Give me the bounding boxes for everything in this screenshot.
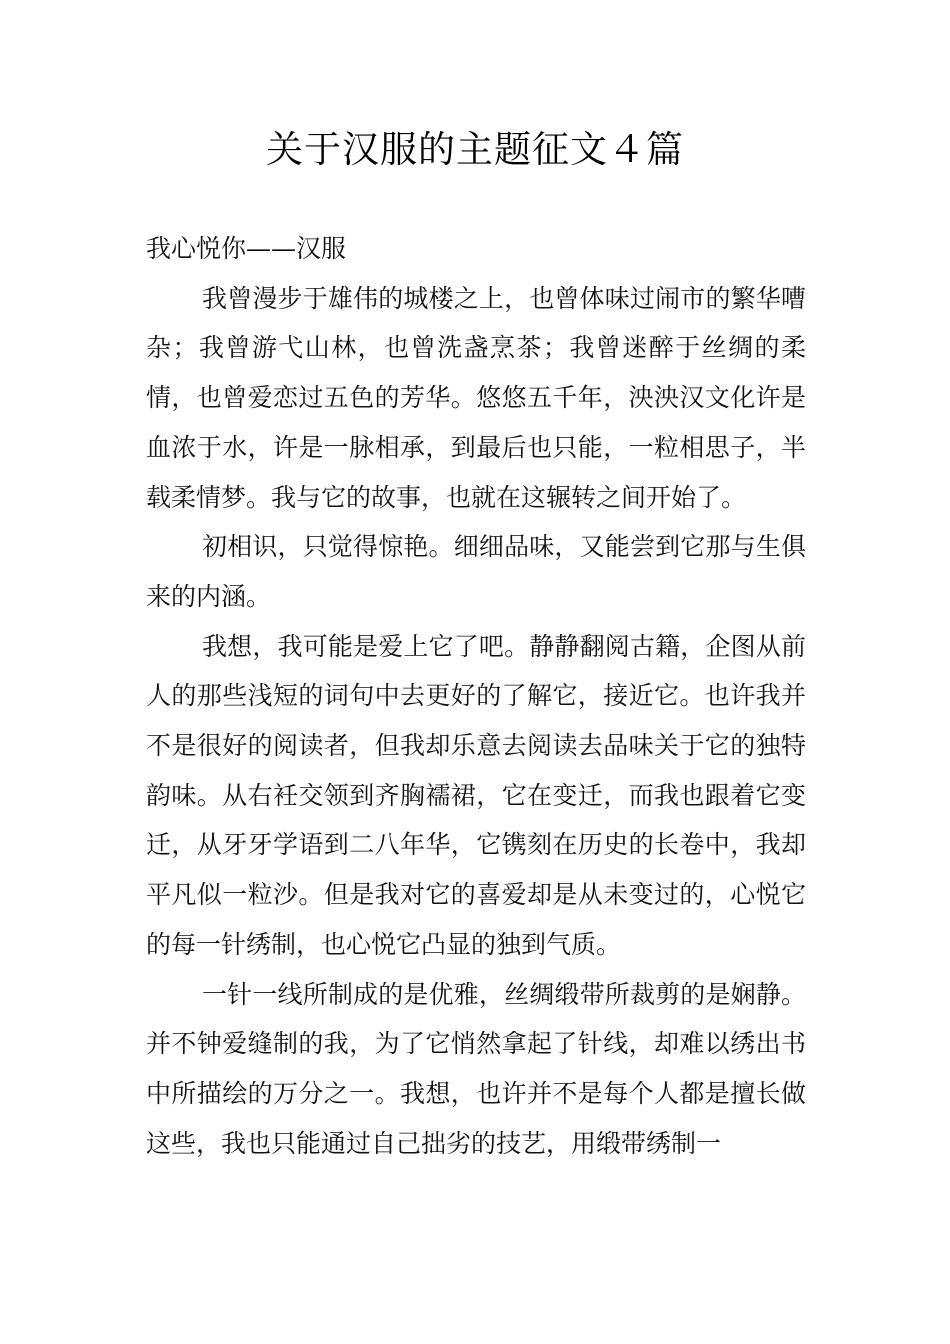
essay-subtitle: 我心悦你——汉服 (146, 234, 347, 263)
paragraph: 我想，我可能是爱上它了吧。静静翻阅古籍，企图从前人的那些浅短的词句中去更好的了解它，接近它。也许我并不是很好的阅读者，但我却乐意去阅读去品味关于它的独特韵味。从右衽交领到齐胸襦裙，它在变迁，而我也跟着它变迁，从牙牙学语到二八年华，它镌刻在历史的长卷中，我却平凡似一粒沙。但是我对它的喜爱却是从未变过的，心悦它的每一针绣制，也心悦它凸显的独到气质。 (146, 631, 806, 959)
document-body (146, 224, 806, 1168)
document-title: 关于汉服的主题征文４篇 (266, 128, 684, 171)
paragraph: 我曾漫步于雄伟的城楼之上，也曾体味过闹市的繁华嘈杂；我曾游弋山林，也曾洗盏烹茶；我曾迷醉于丝绸的柔情，也曾爱恋过五色的芳华。悠悠五千年，泱泱汉文化许是血浓于水，许是一脉相承，到最后也只能，一粒相思子，半载柔情梦。我与它的故事，也就在这辗转之间开始了。 (146, 283, 806, 512)
paragraph: 初相识，只觉得惊艳。细细品味，又能尝到它那与生俱来的内涵。 (146, 532, 806, 611)
paragraph: 一针一线所制成的是优雅，丝绸缎带所裁剪的是娴静。并不钟爱缝制的我，为了它悄然拿起了针线，却难以绣出书中所描绘的万分之一。我想，也许并不是每个人都是擅长做这些，我也只能通过自己拙劣的技艺，用缎带绣制一 (146, 979, 806, 1158)
